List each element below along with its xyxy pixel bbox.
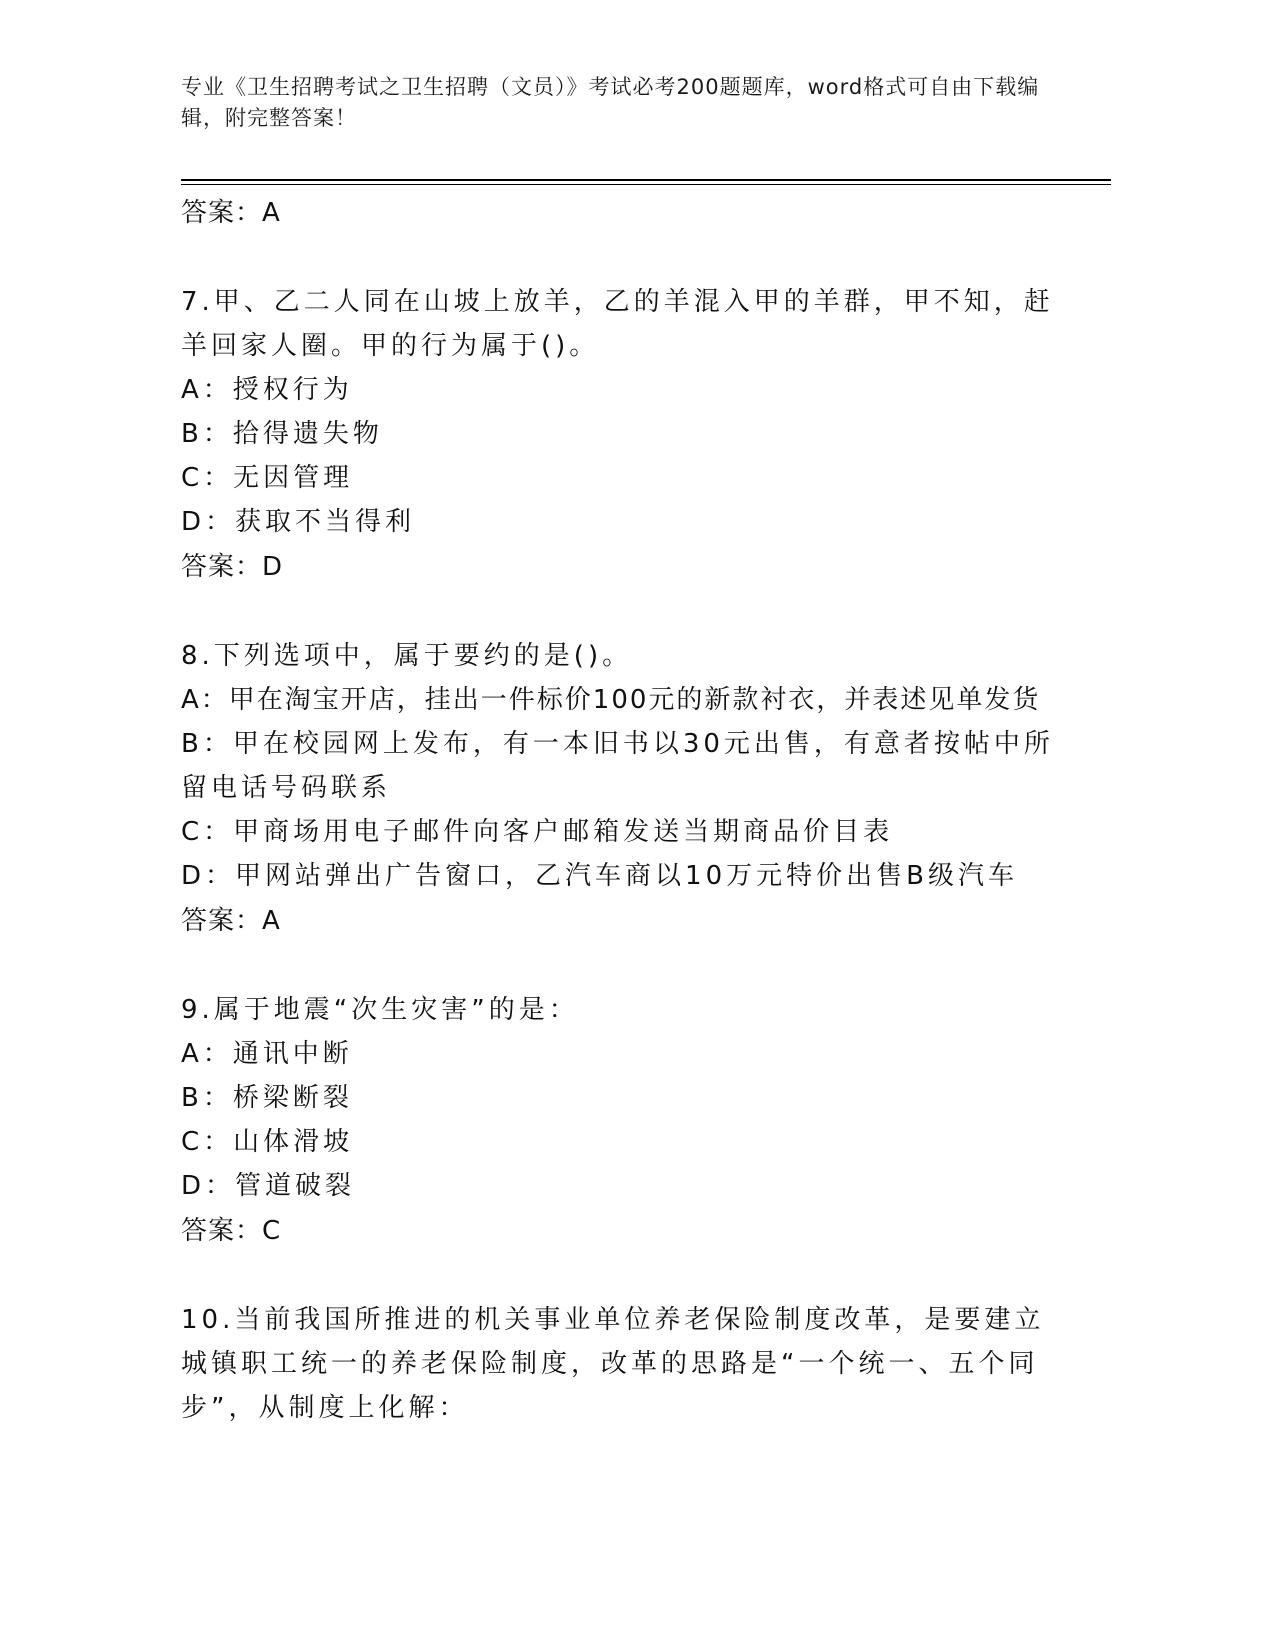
question-8-block <box>181 634 1061 944</box>
spacer <box>181 590 1061 634</box>
spacer <box>181 1254 1061 1298</box>
question-8-option-a: A：甲在淘宝开店，挂出一件标价100元的新款衬衣，并表述见单发货 <box>181 685 1041 715</box>
question-7-block <box>181 280 1061 590</box>
question-8-option-b: B：甲在校园网上发布，有一本旧书以30元出售，有意者按帖中所留电话号码联系 <box>181 729 1054 803</box>
document-body <box>181 190 1061 1430</box>
question-7-answer: 答案：D <box>181 552 284 582</box>
question-9-option-d: D：管道破裂 <box>181 1171 356 1201</box>
header-rule-thick <box>181 179 1111 181</box>
question-7-option-a: A：授权行为 <box>181 375 353 405</box>
spacer <box>181 236 1061 280</box>
question-9-text: 9.属于地震“次生灾害”的是： <box>181 995 579 1025</box>
question-9-option-b: B：桥梁断裂 <box>181 1083 353 1113</box>
question-8-text: 8.下列选项中，属于要约的是()。 <box>181 641 633 671</box>
document-header: 专业《卫生招聘考试之卫生招聘（文员）》考试必考200题题库，word格式可自由下载编辑，附完整答案！ <box>181 75 1040 130</box>
question-9-option-c: C：山体滑坡 <box>181 1127 354 1157</box>
question-7-option-b: B：拾得遗失物 <box>181 419 383 449</box>
question-7-option-d: D：获取不当得利 <box>181 507 416 537</box>
question-10-text: 10.当前我国所推进的机关事业单位养老保险制度改革，是要建立城镇职工统一的养老保险制度，改革的思路是“一个统一、五个同步”，从制度上化解： <box>181 1305 1045 1423</box>
question-10-block <box>181 1298 1061 1430</box>
question-7-text: 7.甲、乙二人同在山坡上放羊，乙的羊混入甲的羊群，甲不知，赶羊回家人圈。甲的行为属于()。 <box>181 287 1054 361</box>
question-7-option-c: C：无因管理 <box>181 463 354 493</box>
header-rule-thin <box>181 184 1111 185</box>
answer-6: 答案：A <box>181 198 281 228</box>
question-8-answer: 答案：A <box>181 906 281 936</box>
question-9-answer: 答案：C <box>181 1216 282 1246</box>
spacer <box>181 944 1061 988</box>
question-9-block <box>181 988 1061 1254</box>
question-8-option-d: D：甲网站弹出广告窗口，乙汽车商以10万元特价出售B级汽车 <box>181 861 1018 891</box>
question-8-option-c: C：甲商场用电子邮件向客户邮箱发送当期商品价目表 <box>181 817 894 847</box>
question-9-option-a: A：通讯中断 <box>181 1039 353 1069</box>
